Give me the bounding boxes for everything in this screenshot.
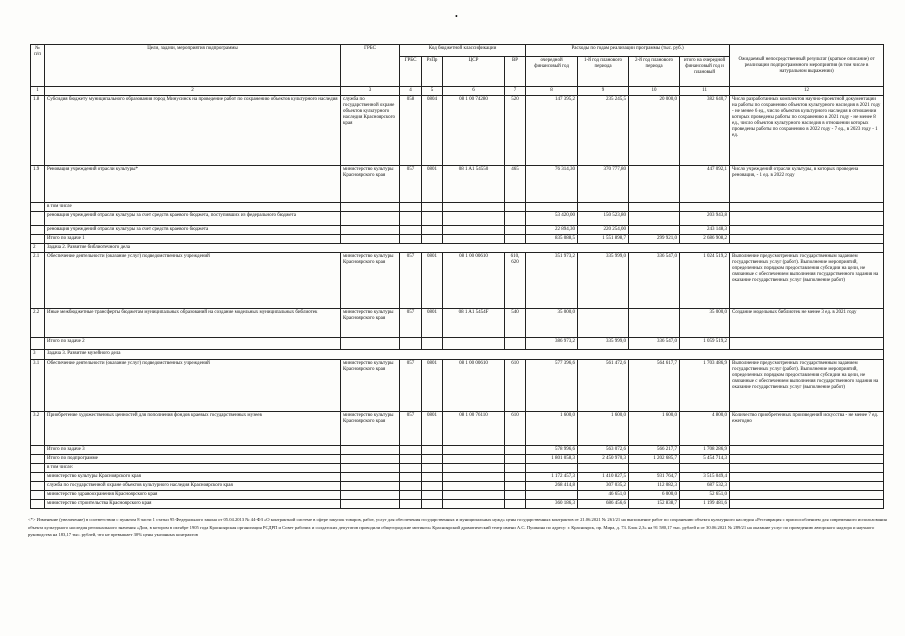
col-number: 6 xyxy=(443,87,505,96)
row-activity: Реновация учреждений отрасли культуры* xyxy=(45,166,341,203)
col-number: 7 xyxy=(505,87,526,96)
row-vr: 540 xyxy=(505,309,526,338)
row-activity: министерство культуры Красноярского края xyxy=(45,473,341,482)
header-sub-total: итого на очередной финансовый год и плановый xyxy=(680,57,730,87)
row-rzpr: 0801 xyxy=(422,309,443,338)
table-row xyxy=(31,226,884,235)
header-sub-y1: 1-й год планового периода xyxy=(578,57,629,87)
row-y2: 931 764,7 xyxy=(629,473,680,482)
row-y1: 150 523,80 xyxy=(578,212,629,226)
row-total: 203 943,8 xyxy=(680,212,730,226)
row-y1: 563 072,6 xyxy=(578,446,629,455)
row-activity: министерство здравоохранения Красноярского края xyxy=(45,491,341,500)
row-activity: министерство строительства Красноярского края xyxy=(45,500,341,509)
row-number: 3 xyxy=(31,350,45,360)
task-title: Задача 2. Развитие библиотечного дела xyxy=(45,244,884,253)
row-y1: 1 600,0 xyxy=(578,412,629,446)
row-y0: 35 000,0 xyxy=(526,309,578,338)
subtotal-row xyxy=(31,235,884,244)
row-activity: реновация учреждений отрасли культуры за счет средств краевого бюджета xyxy=(45,226,341,235)
col-number: 12 xyxy=(730,87,884,96)
row-number: 2.2 xyxy=(31,309,45,338)
header-result: Ожидаемый непосредственный результат (краткое описание) от реализации подпрограммного мероприятия (в том числе в натуральном выражении) xyxy=(730,45,884,87)
footnote: <*> Изменение (увеличение) в соответствии с пунктом 8 части 1 статьи 95 Федерального закона от 05.04.2013 № 44-ФЗ «О контрактной системе в сфере закупок товаров, работ, услуг для обеспечения государственных и муниципальных нужд» цены государственных контрактов от 21.06.2021 № 261/21 на выполнение работ по сохранению объекта культурного наследия «Реставрация с приспособлением для современного использования объекта культурного наследия регионального значения «Дом, в котором в октябре 1905 года Красноярская организация РСДРП и Совет рабочих и солдатских депутатов проводили общегородские митинги» Красноярский драматический театр имени А.С. Пушкина по адресу: г. Красноярск, пр. Мира, д. 73. Блок 2,3» на 91 580,17 тыс. рублей и от 30.06.2021 № 289/21 на оказание услуг по проведению авторского надзора и научного руководства на 183,17 тыс. рублей, что не превышает 30% цены указанных контрактов xyxy=(28,517,887,537)
row-result: Количество приобретенных произведений искусства - не менее 7 ед. ежегодно xyxy=(730,412,884,446)
row-activity: Обеспечение деятельности (оказание услуг) подведомственных учреждений xyxy=(45,253,341,309)
row-total: 2 686 908,2 xyxy=(680,235,730,244)
row-y2 xyxy=(629,166,680,203)
table-row xyxy=(31,482,884,491)
row-activity: Итого по задаче 1 xyxy=(45,235,341,244)
header-kbk: Код бюджетной классификации xyxy=(400,45,526,57)
row-y0: 22 894,30 xyxy=(526,226,578,235)
row-y0: 578 996,6 xyxy=(526,446,578,455)
row-csr: 08 1 00 76110 xyxy=(443,412,505,446)
row-vr: 610, 620 xyxy=(505,253,526,309)
row-result: Создание модельных библиотек не менее 3 ед. в 2021 году xyxy=(730,309,884,338)
header-sub-y0: очередной финансовый год xyxy=(526,57,578,87)
row-number: 1.9 xyxy=(31,166,45,203)
row-y2 xyxy=(629,309,680,338)
header-sub-rzpr: РзПр xyxy=(422,57,443,87)
row-rzpr: 0801 xyxy=(422,253,443,309)
row-csr: 08 1 00 00610 xyxy=(443,360,505,412)
row-y2: 1 600,0 xyxy=(629,412,680,446)
table-row xyxy=(31,491,884,500)
header-num: № п/п xyxy=(31,45,45,87)
row-activity: Субсидия бюджету муниципального образования город Минусинск на проведение работ по сохранению объектов культурного наследия xyxy=(45,96,341,166)
row-y1: 561 472,6 xyxy=(578,360,629,412)
row-y2: 336 547,0 xyxy=(629,253,680,309)
row-y0: 1 600,0 xyxy=(526,412,578,446)
row-grbs: 057 xyxy=(400,309,422,338)
row-rzpr: 0801 xyxy=(422,166,443,203)
header-sub-grbs: ГРБС xyxy=(400,57,422,87)
row-grbs-name: министерство культуры Красноярского края xyxy=(341,412,400,446)
header-grbs: ГРБС xyxy=(341,45,400,87)
row-y1 xyxy=(578,309,629,338)
row-total: 1 703 486,9 xyxy=(680,360,730,412)
row-vr: 520 xyxy=(505,96,526,166)
row-y1: 307 035,2 xyxy=(578,482,629,491)
row-total: 35 000,0 xyxy=(680,309,730,338)
table-row xyxy=(31,309,884,338)
row-csr: 08 1 00 74280 xyxy=(443,96,505,166)
row-number: 2 xyxy=(31,244,45,253)
row-y1: 1 551 898,7 xyxy=(578,235,629,244)
row-total: 5 454 714,3 xyxy=(680,455,730,464)
row-total: 4 800,0 xyxy=(680,412,730,446)
row-grbs: 057 xyxy=(400,166,422,203)
row-y0: 53 420,00 xyxy=(526,212,578,226)
row-y2: 299 921,0 xyxy=(629,235,680,244)
row-result: Число учреждений отрасли культуры, в которых проведена реновация, - 1 ед. в 2022 году xyxy=(730,166,884,203)
incl-label: в том числе: xyxy=(45,464,341,473)
row-total: 687 532,3 xyxy=(680,482,730,491)
row-y2: 112 082,3 xyxy=(629,482,680,491)
row-y2: 336 547,0 xyxy=(629,338,680,350)
row-result: Число разработанных комплектов научно-проектной документации на работы по сохранению объектов культурного наследия в 2021 году - не менее 6 ед., число объектов культурного наследия в отношении которых проведены работы по сохранению в 2021 году - не менее 8 ед., число объектов культурного наследия в отношении которых проведены работы по сохранению в 2022 году - 7 ед., в 2023 году - 1 ед. xyxy=(730,96,884,166)
subtotal-row xyxy=(31,446,884,455)
row-y1: 220 254,00 xyxy=(578,226,629,235)
table-row xyxy=(31,473,884,482)
row-grbs: 057 xyxy=(400,253,422,309)
row-total: 382 640,7 xyxy=(680,96,730,166)
row-y0: 835 088,5 xyxy=(526,235,578,244)
row-y0: 386 973,2 xyxy=(526,338,578,350)
row-total: 1 708 286,9 xyxy=(680,446,730,455)
row-y2: 152 838,7 xyxy=(629,500,680,509)
row-rzpr: 0801 xyxy=(422,360,443,412)
table-row xyxy=(31,253,884,309)
task-row xyxy=(31,244,884,253)
table-row xyxy=(31,96,884,166)
row-result: Выполнение предусмотренных государственным заданием государственных услуг (работ). Выполнение мероприятий, определенных порядком предоставления субсидии на цели, не связанные с обеспечением выполнения государственного задания на оказание государственных услуг (выполнение работ) xyxy=(730,253,884,309)
row-csr: 08 1 A1 5454F xyxy=(443,309,505,338)
row-y0: 268 414,8 xyxy=(526,482,578,491)
row-y1: 370 777,80 xyxy=(578,166,629,203)
row-y1: 46 651,0 xyxy=(578,491,629,500)
table-row xyxy=(31,360,884,412)
row-y2: 566 217,7 xyxy=(629,446,680,455)
subtotal-row xyxy=(31,338,884,350)
row-y0: 76 314,30 xyxy=(526,166,578,203)
row-total: 1 024 519,2 xyxy=(680,253,730,309)
row-number: 1.8 xyxy=(31,96,45,166)
col-number: 9 xyxy=(578,87,629,96)
col-number: 4 xyxy=(400,87,422,96)
row-y0: 1 172 457,3 xyxy=(526,473,578,482)
row-activity: служба по государственной охране объектов культурного наследия Красноярского края xyxy=(45,482,341,491)
row-y0 xyxy=(526,491,578,500)
col-number: 11 xyxy=(680,87,730,96)
row-activity: Обеспечение деятельности (оказание услуг) подведомственных учреждений xyxy=(45,360,341,412)
row-y1: 335 999,0 xyxy=(578,338,629,350)
row-activity: Итого по задаче 2 xyxy=(45,338,341,350)
row-grbs-name: министерство культуры Красноярского края xyxy=(341,166,400,203)
row-activity: Итого по задаче 3 xyxy=(45,446,341,455)
row-y2: 6 000,0 xyxy=(629,491,680,500)
row-y2: 20 000,0 xyxy=(629,96,680,166)
table-row xyxy=(31,203,884,212)
row-y1: 686 456,6 xyxy=(578,500,629,509)
row-y0: 351 973,2 xyxy=(526,253,578,309)
task-title: Задача 3. Развитие музейного дела xyxy=(45,350,884,360)
row-total: 243 148,3 xyxy=(680,226,730,235)
row-y1: 335 999,0 xyxy=(578,253,629,309)
table-row xyxy=(31,500,884,509)
row-grbs: 058 xyxy=(400,96,422,166)
row-grbs-name: министерство культуры Красноярского края xyxy=(341,360,400,412)
row-activity: реновация учреждений отрасли культуры за счет средств краевого бюджета, поступивших из федерального бюджета xyxy=(45,212,341,226)
row-total: 447 092,1 xyxy=(680,166,730,203)
row-vr: 610 xyxy=(505,360,526,412)
row-vr: 465 xyxy=(505,166,526,203)
row-y2: 564 617,7 xyxy=(629,360,680,412)
row-y1: 235 245,5 xyxy=(578,96,629,166)
row-csr: 08 1 A1 54550 xyxy=(443,166,505,203)
row-total: 1 059 519,2 xyxy=(680,338,730,350)
incl-label: в том числе xyxy=(45,203,341,212)
row-total: 52 651,0 xyxy=(680,491,730,500)
row-y0: 577 396,6 xyxy=(526,360,578,412)
row-grbs: 057 xyxy=(400,412,422,446)
row-y2: 1 202 685,7 xyxy=(629,455,680,464)
row-total: 1 199 481,6 xyxy=(680,500,730,509)
row-csr: 08 1 00 00610 xyxy=(443,253,505,309)
row-number: 3.2 xyxy=(31,412,45,446)
row-y1: 2 450 970,3 xyxy=(578,455,629,464)
header-row-1 xyxy=(31,45,884,57)
row-number: 3.1 xyxy=(31,360,45,412)
row-activity: Итого по подпрограмме xyxy=(45,455,341,464)
row-vr: 610 xyxy=(505,412,526,446)
row-grbs: 057 xyxy=(400,360,422,412)
row-rzpr: 0801 xyxy=(422,412,443,446)
row-grbs-name: министерство культуры Красноярского края xyxy=(341,309,400,338)
row-y0: 360 186,3 xyxy=(526,500,578,509)
row-y1: 1 410 827,5 xyxy=(578,473,629,482)
task-row xyxy=(31,350,884,360)
row-total: 3 515 049,4 xyxy=(680,473,730,482)
col-number: 3 xyxy=(341,87,400,96)
header-expenses: Расходы по годам реализации программы (тыс. руб.) xyxy=(526,45,730,57)
row-y0: 147 395,2 xyxy=(526,96,578,166)
column-number-row xyxy=(31,87,884,96)
table-row xyxy=(31,412,884,446)
row-activity: Иные межбюджетные трансферты бюджетам муниципальных образований на создание модельных муниципальных библиотек xyxy=(45,309,341,338)
total-row xyxy=(31,455,884,464)
col-number: 5 xyxy=(422,87,443,96)
header-sub-csr: ЦСР xyxy=(443,57,505,87)
col-number: 8 xyxy=(526,87,578,96)
budget-table xyxy=(30,44,884,509)
table-row xyxy=(31,464,884,473)
row-grbs-name: министерство культуры Красноярского края xyxy=(341,253,400,309)
page-mark: • xyxy=(455,12,458,21)
header-sub-y2: 2-й год планового периода xyxy=(629,57,680,87)
row-rzpr: 0804 xyxy=(422,96,443,166)
table-row xyxy=(31,212,884,226)
col-number: 10 xyxy=(629,87,680,96)
header-sub-vr: ВР xyxy=(505,57,526,87)
header-goals: Цели, задачи, мероприятия подпрограммы xyxy=(45,45,341,87)
col-number: 2 xyxy=(45,87,341,96)
row-number: 2.1 xyxy=(31,253,45,309)
row-y0: 1 801 058,3 xyxy=(526,455,578,464)
row-activity: Приобретение художественных ценностей для пополнения фондов краевых государственных музеев xyxy=(45,412,341,446)
row-result: Выполнение предусмотренных государственным заданием государственных услуг (работ). Выполнение мероприятий, определенных порядком предоставления субсидии на цели, не связанные с обеспечением выполнения государственного задания на оказание государственных услуг (выполнение работ) xyxy=(730,360,884,412)
table-row xyxy=(31,166,884,203)
col-number: 1 xyxy=(31,87,45,96)
row-grbs-name: служба по государственной охране объектов культурного наследия Красноярского края xyxy=(341,96,400,166)
